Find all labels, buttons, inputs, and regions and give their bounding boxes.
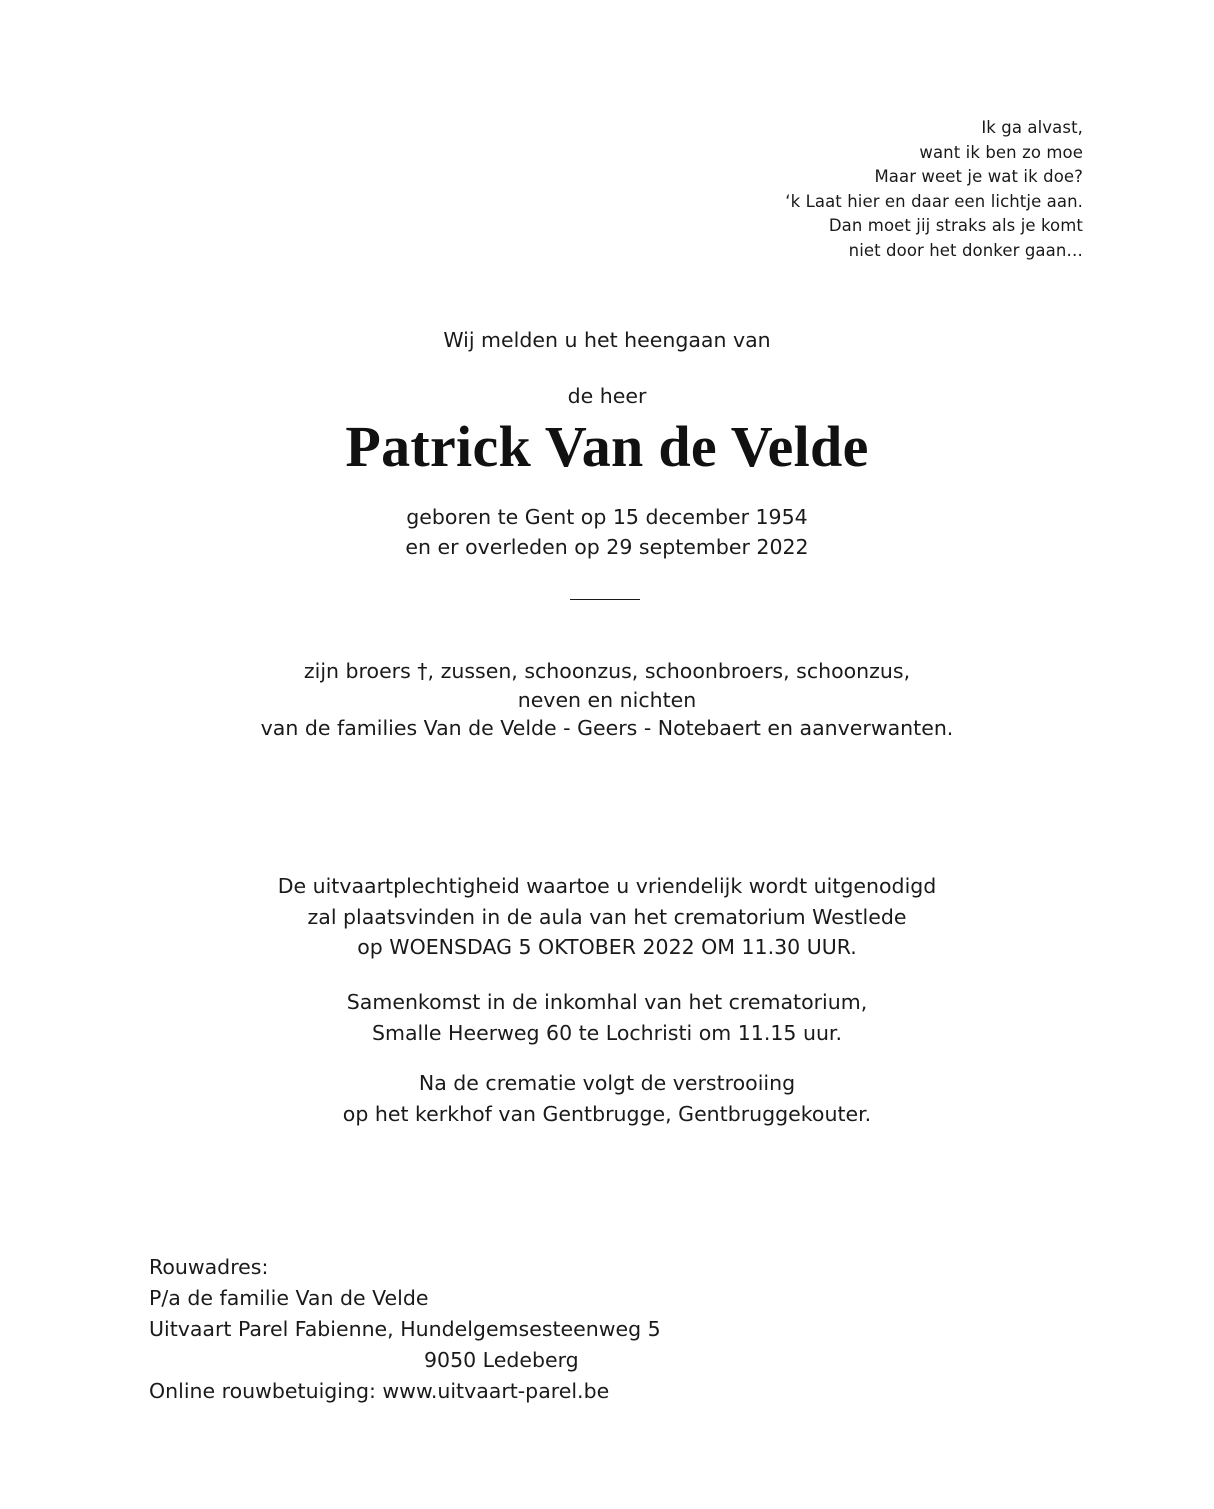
mourning-address [149,1252,661,1407]
deceased-name: Patrick Van de Velde [345,414,869,479]
address-line: P/a de familie Van de Velde [149,1286,429,1310]
death-line: en er overleden op 29 september 2022 [405,535,809,559]
divider [570,599,640,600]
address-city: 9050 Ledeberg [424,1348,579,1372]
announcement-intro: Wij melden u het heengaan van [443,328,771,352]
poem-line: want ik ben zo moe [919,142,1083,162]
poem-line: ‘k Laat hier en daar een lichtje aan. [785,191,1083,211]
birth-line: geboren te Gent op 15 december 1954 [406,505,808,529]
gathering-block [0,987,1214,1048]
scattering-line: Na de crematie volgt de verstrooiing [418,1071,796,1095]
poem [785,116,1083,264]
online-condolence: Online rouwbetuiging: www.uitvaart-parel.be [149,1379,610,1403]
gathering-line: Smalle Heerweg 60 te Lochristi om 11.15 uur. [371,1020,842,1045]
gathering-line: Samenkomst in de inkomhal van het crematorium, [346,990,868,1014]
ceremony-line: De uitvaartplechtigheid waartoe u vriendelijk wordt uitgenodigd [277,874,937,898]
family-block [0,657,1214,743]
ceremony-block [0,871,1214,963]
family-line: zijn broers †, zussen, schoonzus, schoonbroers, schoonzus, [303,659,911,683]
life-dates [0,502,1214,562]
scattering-block [0,1068,1214,1129]
address-label: Rouwadres: [149,1255,269,1279]
address-line: Uitvaart Parel Fabienne, Hundelgemsesteenweg 5 [149,1317,661,1341]
poem-line: niet door het donker gaan… [848,240,1083,260]
poem-line: Dan moet jij straks als je komt [828,216,1083,236]
ceremony-line: zal plaatsvinden in de aula van het crematorium Westlede [307,904,907,929]
family-line: van de families Van de Velde - Geers - Notebaert en aanverwanten. [260,716,954,740]
scattering-line: op het kerkhof van Gentbrugge, Gentbruggekouter. [342,1101,872,1126]
title-prefix: de heer [567,384,647,408]
ceremony-line: op WOENSDAG 5 OKTOBER 2022 OM 11.30 UUR. [357,935,857,959]
poem-line: Ik ga alvast, [981,118,1083,137]
poem-line: Maar weet je wat ik doe? [874,167,1083,187]
family-line: neven en nichten [517,687,697,712]
